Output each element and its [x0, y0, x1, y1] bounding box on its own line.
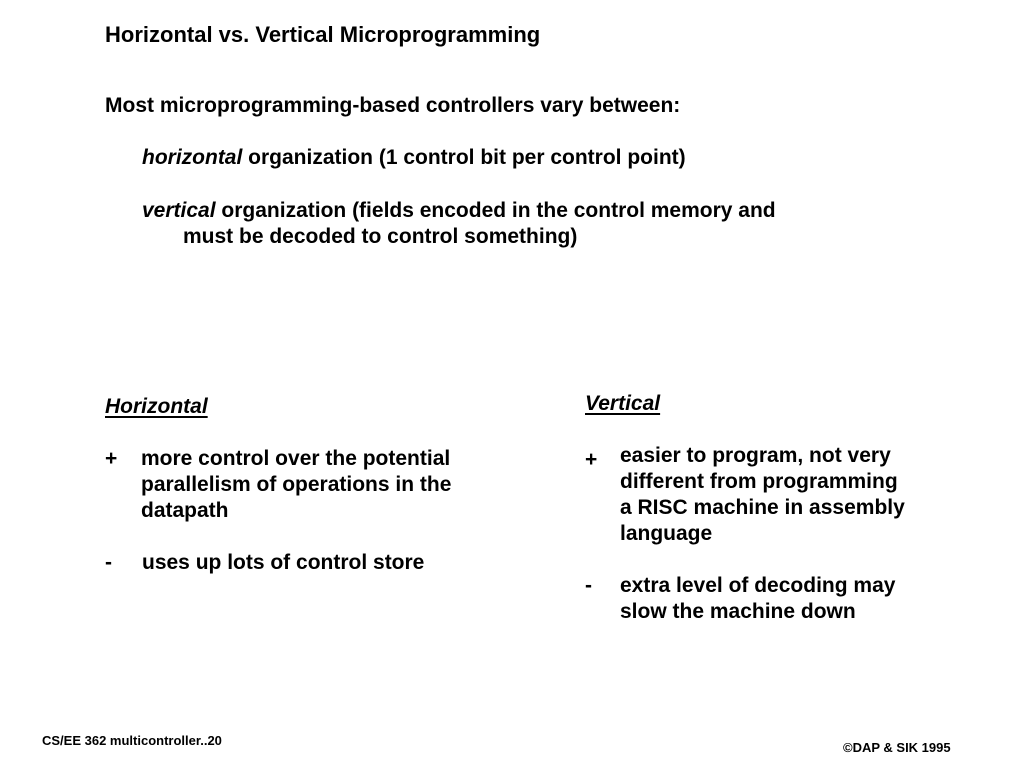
vertical-pro-bullet: [585, 443, 985, 549]
horizontal-pro-bullet: [105, 446, 525, 526]
bullet-line: datapath: [141, 499, 229, 522]
footer-course-label: CS/EE 362 multicontroller..20: [42, 733, 222, 748]
bullet-text: [620, 573, 895, 625]
organization-description-continued: must be decoded to control something): [183, 225, 578, 248]
bullet-line: easier to program, not very: [620, 444, 891, 467]
vertical-con-bullet: [585, 573, 985, 627]
minus-mark: -: [585, 574, 592, 597]
footer-copyright: ©DAP & SIK 1995: [843, 740, 951, 755]
bullet-line: language: [620, 522, 713, 545]
organization-term: horizontal: [142, 146, 243, 169]
slide-title: Horizontal vs. Vertical Microprogramming: [105, 22, 541, 47]
bullet-line: a RISC machine in assembly: [620, 496, 905, 519]
bullet-line: different from programming: [620, 470, 898, 493]
bullet-text: [142, 550, 424, 576]
vertical-heading: Vertical: [585, 392, 661, 415]
bullet-line: uses up lots of control store: [142, 551, 425, 574]
horizontal-heading: Horizontal: [105, 395, 208, 418]
plus-mark: +: [105, 447, 118, 470]
intro-text: Most microprogramming-based controllers vary between:: [105, 94, 681, 117]
organization-item-vertical: [142, 198, 776, 250]
bullet-line: parallelism of operations in the: [141, 473, 452, 496]
organization-description: organization (1 control bit per control point): [242, 146, 686, 169]
horizontal-con-bullet: [105, 550, 525, 578]
organization-item-horizontal: [142, 145, 686, 171]
bullet-text: [141, 446, 451, 524]
bullet-line: more control over the potential: [141, 447, 451, 470]
bullet-line: extra level of decoding may: [620, 574, 896, 597]
bullet-text: [620, 443, 905, 547]
organization-description: organization (fields encoded in the control memory and: [215, 199, 776, 222]
plus-mark: +: [585, 448, 598, 471]
bullet-line: slow the machine down: [620, 600, 856, 623]
minus-mark: -: [105, 551, 112, 574]
organization-term: vertical: [142, 199, 216, 222]
